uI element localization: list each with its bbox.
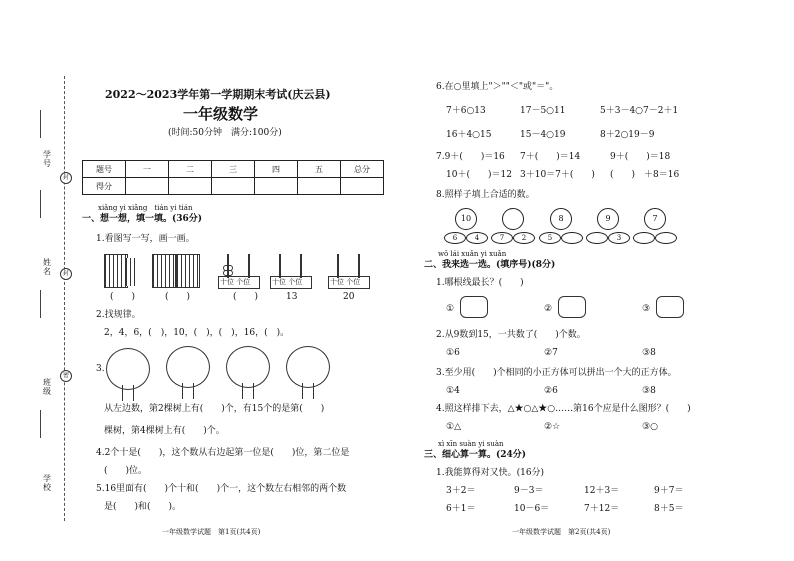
- side-label-school: 学校: [43, 474, 51, 492]
- option[interactable]: ③8: [642, 386, 656, 396]
- q2-text: 2.找规律。: [96, 310, 141, 320]
- calc-item[interactable]: 9＋7＝: [654, 486, 684, 496]
- fill-item[interactable]: 10＋( )＝12: [446, 170, 512, 180]
- split-left: 5: [539, 232, 561, 244]
- score-header: 一: [126, 161, 169, 178]
- q2-sequence: 2，4，6，( )，10，( )，( )，16，( )。: [104, 328, 290, 338]
- calc-item[interactable]: 3＋2＝: [446, 486, 476, 496]
- seal-tag: 密: [60, 370, 72, 382]
- q5-line2: 是( )和( )。: [104, 502, 182, 512]
- split-top: 10: [455, 208, 477, 230]
- q1-blank[interactable]: ( ): [233, 292, 259, 302]
- side-line: [40, 410, 41, 438]
- option[interactable]: ①4: [446, 386, 460, 396]
- seal-tag: 封: [60, 172, 72, 184]
- side-line: [40, 190, 41, 218]
- score-header: 总分: [341, 161, 384, 178]
- score-cell[interactable]: [126, 178, 169, 195]
- option[interactable]: ①6: [446, 348, 460, 358]
- binding-dashed-line: [64, 76, 65, 521]
- calc-item[interactable]: 9－3＝: [514, 486, 544, 496]
- s2q4-text: 4.照这样排下去，△★○△★○……第16个应是什么图形？( ): [436, 404, 691, 414]
- score-header: 三: [212, 161, 255, 178]
- section2-pinyin: wǒ lái xuǎn yi xuǎn: [438, 250, 507, 258]
- q8-text: 8.照样子填上合适的数。: [436, 190, 535, 200]
- score-cell[interactable]: [255, 178, 298, 195]
- fill-item[interactable]: 9＋( )＝18: [610, 152, 671, 162]
- split-top: 7: [644, 208, 666, 230]
- rope-spool-icon: [558, 296, 586, 318]
- option[interactable]: ①△: [446, 422, 461, 432]
- apple-tree-icon: [226, 346, 270, 388]
- score-cell[interactable]: [298, 178, 341, 195]
- q3-line1: 从左边数，第2棵树上有( )个，有15个的是第( ): [104, 404, 325, 414]
- split-right[interactable]: [655, 232, 677, 244]
- score-cell[interactable]: [212, 178, 255, 195]
- stick-bundle-icon: [126, 258, 136, 286]
- q3-number: 3.: [96, 364, 105, 374]
- calc-item[interactable]: 7＋12＝: [584, 504, 620, 514]
- s2q1-text: 1.哪根线最长？( ): [436, 278, 524, 288]
- side-line: [40, 290, 41, 318]
- q3-line2: 棵树，第4棵树上有( )个。: [104, 426, 225, 436]
- compare-item[interactable]: 16＋4○15: [446, 130, 492, 140]
- compare-item[interactable]: 15－4○19: [520, 130, 566, 140]
- q1-blank[interactable]: ( ): [165, 292, 191, 302]
- score-label: 得分: [83, 178, 126, 195]
- calc-item[interactable]: 8＋5＝: [654, 504, 684, 514]
- compare-item[interactable]: 5＋3－4○7－2＋1: [600, 106, 679, 116]
- abacus: 十位 个位: [218, 254, 260, 288]
- apple-tree-icon: [286, 346, 330, 388]
- seal-tag: 封: [60, 268, 72, 280]
- q4-line2: ( )位。: [104, 466, 148, 476]
- score-header: 四: [255, 161, 298, 178]
- tree-trunk: [242, 383, 254, 399]
- split-top: 8: [550, 208, 572, 230]
- tree-trunk: [182, 383, 194, 399]
- stick-bundle-icon: [176, 254, 200, 288]
- option-label[interactable]: ①: [446, 304, 455, 314]
- split-left[interactable]: [633, 232, 655, 244]
- option[interactable]: ③8: [642, 348, 656, 358]
- section2-title: 二、我来选一选。(填序号)(8分): [424, 260, 556, 270]
- stick-bundle-icon: [152, 254, 176, 288]
- apple-tree-icon: [166, 346, 210, 388]
- split-top[interactable]: [502, 208, 524, 230]
- page-footer: 一年级数学试题 第2页(共4页): [512, 528, 611, 536]
- fill-item[interactable]: 7.9＋( )＝16: [436, 152, 505, 162]
- tree-trunk: [302, 383, 314, 399]
- option[interactable]: ②☆: [544, 422, 561, 432]
- apple-tree-icon: [106, 348, 150, 390]
- section3-pinyin: xì xīn suàn yi suàn: [438, 440, 504, 448]
- split-right: 2: [513, 232, 535, 244]
- option-label[interactable]: ③: [642, 304, 651, 314]
- q5-line1: 5.16里面有( )个十和( )个一，这个数左右相邻的两个数: [96, 484, 347, 494]
- fill-item[interactable]: 7＋( )＝14: [520, 152, 581, 162]
- side-label-name: 姓名: [43, 258, 51, 276]
- binding-margin: [30, 70, 80, 530]
- side-label-student-id: 学号: [43, 150, 51, 168]
- fill-item[interactable]: 3＋10＝7＋( ): [520, 170, 595, 180]
- score-header: 二: [169, 161, 212, 178]
- side-line: [40, 110, 41, 138]
- stick-bundle-icon: [104, 254, 128, 288]
- compare-item[interactable]: 8＋2○19－9: [600, 130, 655, 140]
- compare-item[interactable]: 17－5○11: [520, 106, 566, 116]
- exam-title: 2022～2023学年第一学期期末考试(庆云县): [105, 88, 331, 101]
- tree-trunk: [122, 385, 134, 401]
- side-label-class: 班级: [43, 378, 51, 396]
- calc-item[interactable]: 12＋3＝: [584, 486, 620, 496]
- abacus-value: 20: [343, 292, 355, 302]
- section3-title: 三、细心算一算。(24分): [424, 450, 527, 460]
- split-left: 6: [444, 232, 466, 244]
- rope-spool-icon: [656, 296, 684, 318]
- option[interactable]: ③○: [642, 422, 658, 432]
- calc-item[interactable]: 6＋1＝: [446, 504, 476, 514]
- fill-item[interactable]: ( ) ＋8＝16: [610, 170, 680, 180]
- q4-line1: 4.2个十是( )，这个数从右边起第一位是( )位，第二位是: [96, 448, 350, 458]
- calc-item[interactable]: 10－6＝: [514, 504, 550, 514]
- option[interactable]: ②6: [544, 386, 558, 396]
- abacus: 十位 个位: [328, 254, 370, 288]
- score-cell[interactable]: [169, 178, 212, 195]
- s2q3-text: 3.至少用( )个相同的小正方体可以拼出一个大的正方体。: [436, 368, 677, 378]
- option[interactable]: ②7: [544, 348, 558, 358]
- s2q2-text: 2.从9数到15，一共数了( )个数。: [436, 330, 586, 340]
- q1-blank[interactable]: ( ): [110, 292, 136, 302]
- exam-time: (时间:50分钟 满分:100分): [168, 128, 282, 138]
- split-left: 7: [491, 232, 513, 244]
- score-cell[interactable]: [341, 178, 384, 195]
- option-label[interactable]: ②: [544, 304, 553, 314]
- q1-text: 1.看图写一写，画一画。: [96, 234, 195, 244]
- split-right: 4: [466, 232, 488, 244]
- rope-spool-icon: [460, 296, 488, 318]
- abacus-value: 13: [286, 292, 298, 302]
- split-top: 9: [597, 208, 619, 230]
- score-header: 题号: [83, 161, 126, 178]
- abacus: 十位 个位: [270, 254, 312, 288]
- q6-text: 6.在○里填上"＞""＜"或"＝"。: [436, 82, 559, 92]
- split-right: 3: [608, 232, 630, 244]
- section1-pinyin: xiǎng yi xiǎng tián yi tián: [98, 204, 193, 212]
- exam-subject: 一年级数学: [183, 105, 259, 123]
- score-header: 五: [298, 161, 341, 178]
- score-table: [82, 160, 384, 195]
- page-footer: 一年级数学试题 第1页(共4页): [162, 528, 261, 536]
- s3q1-text: 1.我能算得对又快。(16分): [436, 468, 545, 478]
- split-right[interactable]: [561, 232, 583, 244]
- split-left[interactable]: [586, 232, 608, 244]
- compare-item[interactable]: 7＋6○13: [446, 106, 486, 116]
- section1-title: 一、想一想，填一填。(36分): [82, 214, 203, 224]
